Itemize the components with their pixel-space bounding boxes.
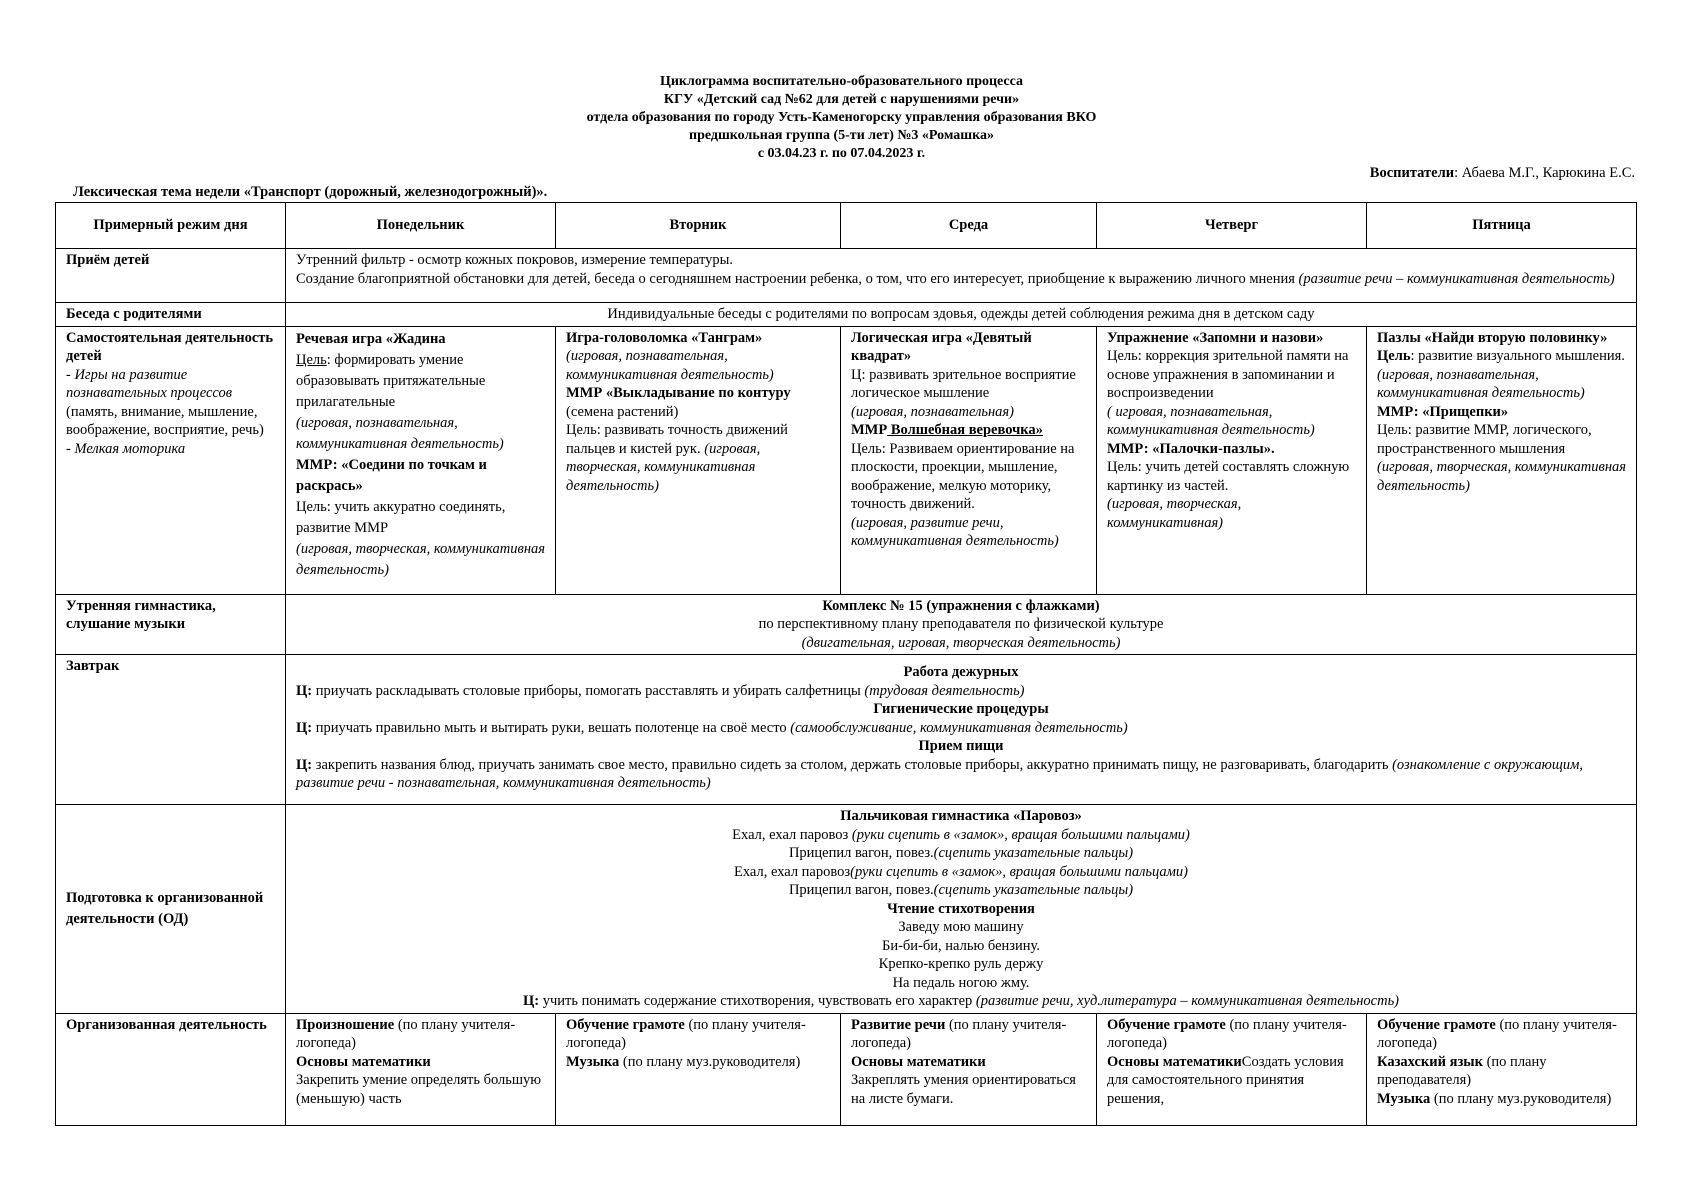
organized-friday: Обучение грамоте (по плану учителя-логопеда) Казахский язык (по плану преподавателя) Музыка (по плану муз.руководителя) <box>1367 1013 1637 1125</box>
breakfast-text: Работа дежурных Ц: приучать раскладывать столовые приборы, помогать расставлять и убирать салфетницы (трудовая деятельность) Гигиенические процедуры Ц: приучать правильно мыть и вытирать руки, вешать полотенце на своё место (самообслуживание, коммуникативная деятельность) Прием пищи Ц: закрепить названия блюд, приучать занимать свое место, правильно сидеть за столом, держать столовые приборы, аккуратно принимать пищу, не разговаривать, благодарить (ознакомление с окружающим, развитие речи - познавательная, коммуникативная деятельность) <box>286 655 1637 805</box>
reception-text: Утренний фильтр - осмотр кожных покровов, измерение температуры. Создание благоприятной обстановки для детей, беседа о сегодняшнем настроении ребенка, о том, что его интересует, приобщение к выражению личного мнения (развитие речи – коммуникативная деятельность) <box>286 249 1637 303</box>
table-row <box>56 1013 1637 1125</box>
table-header-row <box>56 203 1637 249</box>
row-label-parents: Беседа с родителями <box>56 303 286 327</box>
cyclogram-table <box>55 202 1637 1126</box>
table-row <box>56 249 1637 303</box>
organized-wednesday: Развитие речи (по плану учителя-логопеда) Основы математики Закреплять умения ориентироваться на листе бумаги. <box>841 1013 1097 1125</box>
header-line-3: отдела образования по городу Усть-Каменогорску управления образования ВКО <box>586 110 1097 125</box>
col-header-tuesday: Вторник <box>556 203 841 249</box>
preparation-text: Пальчиковая гимнастика «Паровоз» Ехал, ехал паровоз (руки сцепить в «замок», вращая большими пальцами) Прицепил вагон, повез.(сцепить указательные пальцы) Ехал, ехал паровоз(руки сцепить в «замок», вращая большими пальцами) Прицепил вагон, повез.(сцепить указательные пальцы) Чтение стихотворения Заведу мою машину Би-би-би, налью бензину. Крепко-крепко руль держу На педаль ногою жму. Ц: учить понимать содержание стихотворения, чувствовать его характер (развитие речи, худ.литература – коммуникативная деятельность) <box>286 805 1637 1014</box>
row-label-preparation: Подготовка к организованной деятельности (ОД) <box>56 805 286 1014</box>
header-line-2: КГУ «Детский сад №62 для детей с нарушениями речи» <box>663 92 1020 107</box>
organized-tuesday: Обучение грамоте (по плану учителя-логопеда) Музыка (по плану муз.руководителя) <box>556 1013 841 1125</box>
table-row <box>56 805 1637 1014</box>
educators <box>1370 165 1635 182</box>
col-header-monday: Понедельник <box>286 203 556 249</box>
table-row <box>56 326 1637 594</box>
header-line-1: Циклограмма воспитательно-образовательного процесса <box>659 74 1024 89</box>
independent-friday: Пазлы «Найди вторую половинку» Цель: развитие визуального мышления. (игровая, познавательная, коммуникативная деятельность) ММР: «Прищепки» Цель: развитие ММР, логического, пространственного мышления (игровая, творческая, коммуникативная деятельность) <box>1367 326 1637 594</box>
table-row <box>56 655 1637 805</box>
independent-tuesday: Игра-головоломка «Танграм» (игровая, познавательная, коммуникативная деятельность) ММР «Выкладывание по контуру (семена растений) Цель: развивать точность движений пальцев и кистей рук. (игровая, творческая, коммуникативная деятельность) <box>556 326 841 594</box>
col-header-regime: Примерный режим дня <box>56 203 286 249</box>
table-row <box>56 303 1637 327</box>
col-header-wednesday: Среда <box>841 203 1097 249</box>
educators-label: Воспитатели <box>1369 165 1455 181</box>
col-header-thursday: Четверг <box>1097 203 1367 249</box>
row-label-independent: Самостоятельная деятельность детей - Игры на развитие познавательных процессов (память, внимание, мышление, воображение, восприятие, речь) - Мелкая моторика <box>56 326 286 594</box>
independent-wednesday: Логическая игра «Девятый квадрат» Ц: развивать зрительное восприятие логическое мышление (игровая, познавательная) ММР Волшебная веревочка» Цель: Развиваем ориентирование на плоскости, проекции, мышление, воображение, мелкую моторику, точность движений. (игровая, развитие речи, коммуникативная деятельность) <box>841 326 1097 594</box>
row-label-reception: Приём детей <box>56 249 286 303</box>
independent-thursday: Упражнение «Запомни и назови» Цель: коррекция зрительной памяти на основе упражнения в запоминании и воспроизведении ( игровая, познавательная, коммуникативная деятельность) ММР: «Палочки-пазлы». Цель: учить детей составлять сложную картинку из частей. (игровая, творческая, коммуникативная) <box>1097 326 1367 594</box>
header-line-4: предшкольная группа (5-ти лет) №3 «Ромашка» <box>689 128 994 143</box>
row-label-breakfast: Завтрак <box>56 655 286 805</box>
educators-names: : Абаева М.Г., Карюкина Е.С. <box>1454 165 1635 181</box>
independent-monday: Речевая игра «Жадина Цель: формировать умение образовывать притяжательные прилагательные (игровая, познавательная, коммуникативная деятельность) ММР: «Соедини по точкам и раскрась» Цель: учить аккуратно соединять, развитие ММР (игровая, творческая, коммуникативная деятельность) <box>286 326 556 594</box>
row-label-gymnastics: Утренняя гимнастика, слушание музыки <box>56 594 286 655</box>
parents-text: Индивидуальные беседы с родителями по вопросам здовья, одежды детей соблюдения режима дня в детском саду <box>286 303 1637 327</box>
row-label-organized: Организованная деятельность <box>56 1013 286 1125</box>
week-topic: Лексическая тема недели «Транспорт (дорожный, железнодогрожный)». <box>73 184 548 200</box>
table-row <box>56 594 1637 655</box>
gymnastics-text: Комплекс № 15 (упражнения с флажками) по перспективному плану преподавателя по физической культуре (двигательная, игровая, творческая деятельность) <box>286 594 1637 655</box>
organized-monday: Произношение (по плану учителя-логопеда) Основы математики Закрепить умение определять большую (меньшую) часть <box>286 1013 556 1125</box>
col-header-friday: Пятница <box>1367 203 1637 249</box>
header-line-5: с 03.04.23 г. по 07.04.2023 г. <box>757 146 926 161</box>
document-header <box>0 73 1683 163</box>
organized-thursday: Обучение грамоте (по плану учителя-логопеда) Основы математикиСоздать условия для самостоятельного принятия решения, <box>1097 1013 1367 1125</box>
